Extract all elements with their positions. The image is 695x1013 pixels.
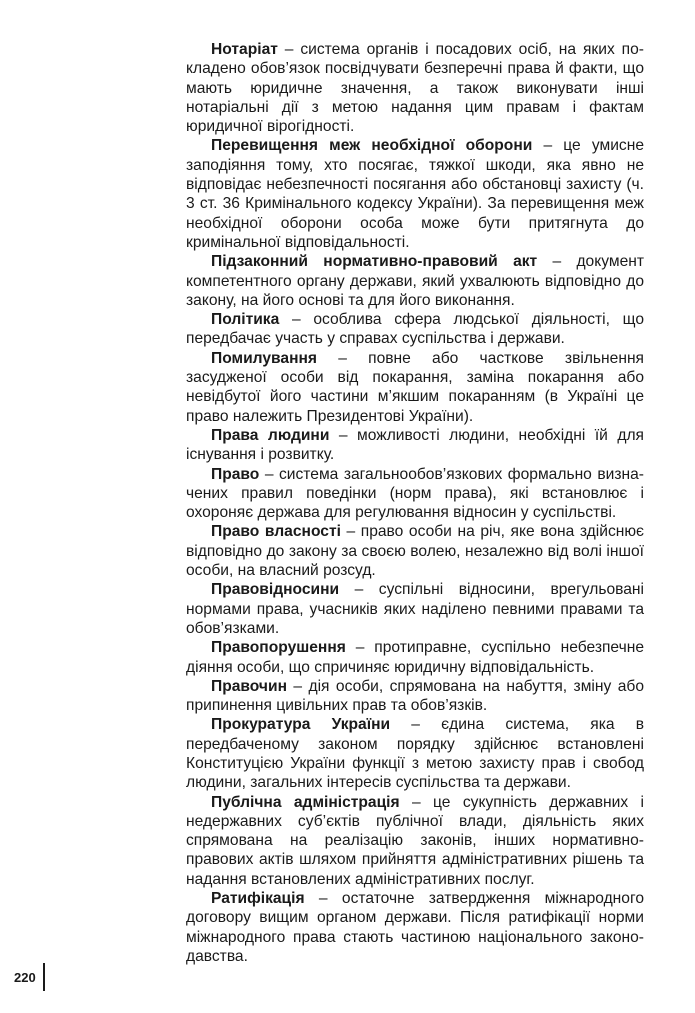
term-definition: – право особи на річ, яке вона здійснює відповідно до закону за своєю волею, незалежно від волі іншої особи, на власний розсуд. [186,523,645,580]
glossary-entry [186,252,644,310]
glossary-entry [186,580,644,638]
term-name: Права людини [211,426,330,444]
term-definition: – остаточне затвердження міжнародного договору вищим органом держави. Після ратифікації норми міжнародного права стають частиною національного законодавства. [186,890,644,965]
glossary-entry [186,677,644,716]
glossary-entry [186,349,644,426]
term-definition: – єдина система, яка в передбаченому законом порядку здійснює встановлені Конституцією України функції з метою захисту прав і свобод людини, загальних інтересів суспільства та держави. [186,716,645,792]
term-name: Право власності [211,523,341,541]
term-definition: – можливості людини, необхідні їй для існування і розвитку. [186,426,644,464]
term-definition: – система органів і посадових осіб, на яких покладено обов’язок посвідчувати безперечні права й факти, що мають юридичне значення, а також виконувати інші нотаріальні дії з метою надання цим правам і фактам юридичної вірогідності. [186,41,644,136]
term-definition: – протиправне, суспільно небезпечне діяння особи, що спричиняє юридичну відповідальність. [186,639,644,676]
term-definition: – документ компетентного органу держави, який ухвалюють відповідно до закону, на його основі та для його виконання. [186,253,644,309]
term-name: Ратифікація [211,890,305,908]
term-name: Правочин [211,677,287,695]
term-name: Політика [211,311,280,329]
term-definition: – дія особи, спрямована на набуття, зміну або припинення цивільних прав та обов’язків. [186,677,644,715]
term-name: Перевищення меж необхідної оборони [211,137,533,155]
term-name: Помилування [211,349,318,367]
term-name: Підзаконний нормативно-правовий акт [211,253,538,271]
glossary-entry [186,793,644,889]
term-definition: – повне або часткове звільнення засудженої особи від покарання, заміна покарання або невідбутої його частини м’якшим покаранням (в Україні це право належить Президентові України). [186,349,644,425]
term-definition: – суспільні відносини, врегульовані нормами права, учасників яких наділено певними правами та обов’язками. [186,581,644,637]
term-definition: – особлива сфера людської діяльності, що передбачає участь у справах суспільства і держави. [186,311,644,348]
glossary-entry [186,310,644,349]
term-definition: – це сукупність державних і недержавних суб’єктів публічної влади, діяльність яких спрямована на реалізацію законів, інших нормативно-правових актів шляхом прийняття адміністративних рішень та надання встановлених адміністративних послуг. [186,793,644,888]
term-name: Прокуратура України [211,716,391,734]
term-definition: – система загальнообов’язкових формально визначених правил поведінки (норм права), які встановлює і охороняє держава для регулювання відносин у суспільстві. [186,465,644,522]
term-name: Правопорушення [211,639,346,657]
term-definition: – це умисне заподіяння тому, хто посягає, тяжкої шкоди, яка явно не відповідає небезпечності посягання або обстановці захисту (ч. 3 ст. 36 Кримінального кодексу України). За перевищення меж необхідної оборони особа може бути притягнута до кримінальної відповідальності. [186,137,645,251]
page-footer [14,962,45,992]
term-name: Публічна адміністрація [211,793,400,811]
glossary-body [186,40,644,966]
term-name: Право [211,465,260,483]
term-name: Правовідносини [211,581,340,599]
footer-vertical-rule [43,963,45,991]
glossary-entry [186,715,644,792]
glossary-entry [186,522,644,580]
page-number: 220 [14,969,36,985]
glossary-entry [186,889,644,966]
glossary-entry [186,40,644,136]
glossary-entry [186,465,644,523]
glossary-entry [186,136,644,252]
glossary-entry [186,426,644,465]
glossary-entry [186,638,644,677]
term-name: Нотаріат [211,41,278,58]
